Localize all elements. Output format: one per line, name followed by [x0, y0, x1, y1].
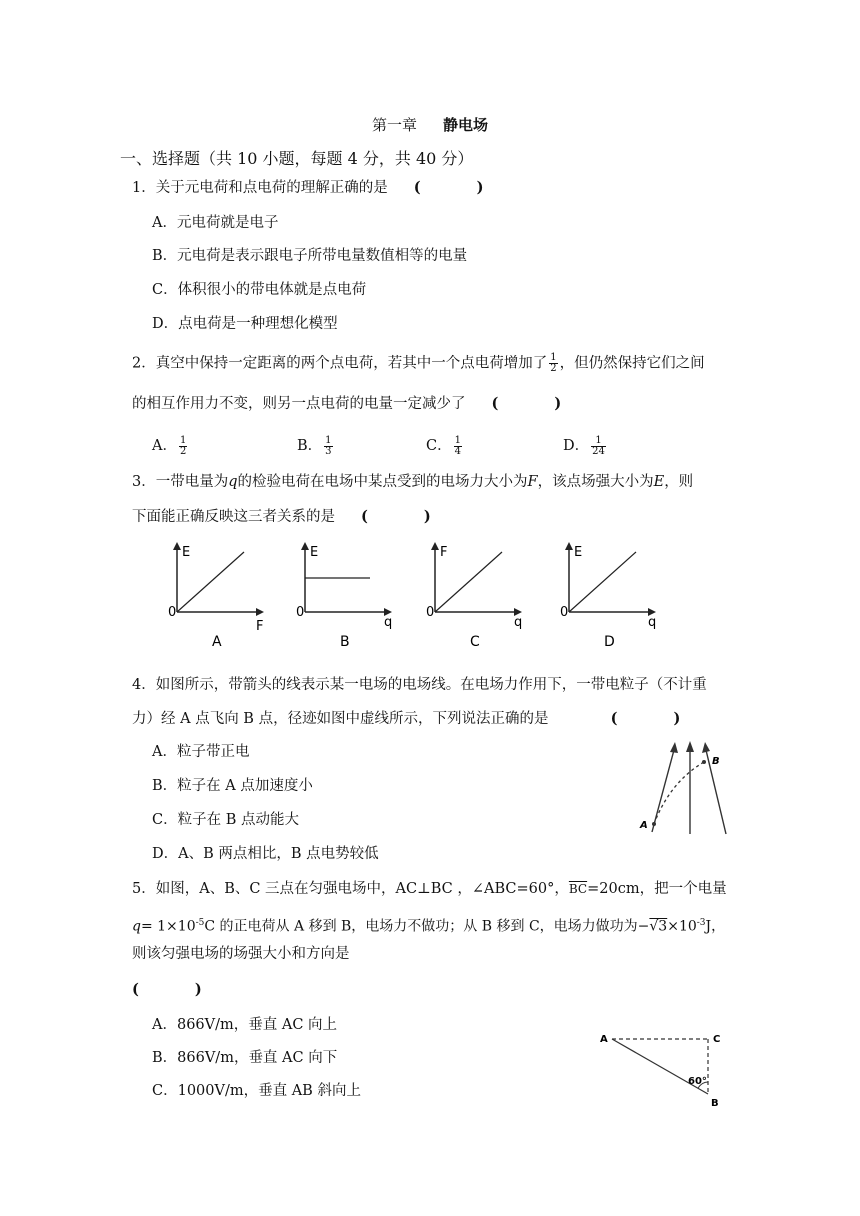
graph-a-label: A — [212, 634, 222, 650]
q1-option-c: C．体积很小的带电体就是点电荷 — [152, 282, 367, 298]
q2-option-d: D． $\frac{1}{24}$ — [563, 434, 605, 457]
q4-option-c: C．粒子在 B 点动能大 — [152, 812, 299, 828]
graph-a-x-label: F — [256, 619, 264, 634]
angle-label: 60° — [688, 1076, 707, 1087]
graph-c-y-label: F — [440, 545, 448, 560]
graph-c — [418, 540, 538, 655]
point-b-label: B — [712, 756, 720, 767]
field-lines-figure — [628, 738, 738, 838]
graph-b-x-label: q — [384, 615, 393, 630]
q4-option-a: A．粒子带正电 — [152, 744, 250, 760]
question-3-stem-line2: 下面能正确反映这三者关系的是 ( ) — [132, 508, 431, 525]
graph-c-label: C — [470, 634, 480, 650]
graph-d-x-label: q — [648, 615, 657, 630]
point-a-label: A — [640, 820, 648, 831]
vertex-c-label: C — [713, 1034, 721, 1045]
q5-option-b: B．866V/m，垂直 AC 向下 — [152, 1050, 338, 1066]
q4-option-d: D．A、B 两点相比，B 点电势较低 — [152, 846, 379, 862]
question-4-stem-line2: 力）经 A 点飞向 B 点，径迹如图中虚线所示，下列说法正确的是 ( ) — [132, 710, 681, 727]
graph-c-x-label: q — [514, 615, 523, 630]
graph-d — [552, 540, 672, 655]
graph-b — [288, 540, 408, 655]
fraction: $\frac{1}{2}$ — [550, 352, 557, 374]
segment-bc: $\overline{BC}$ — [568, 882, 588, 896]
section-heading: 一、选择题（共 10 小题，每题 4 分，共 40 分） — [120, 149, 474, 168]
vertex-a-label: A — [600, 1034, 608, 1045]
graph-a-y-label: E — [182, 545, 191, 560]
question-4-stem: 4．如图所示，带箭头的线表示某一电场的电场线。在电场力作用下，一带电粒子（不计重 — [132, 677, 707, 693]
triangle-figure — [594, 1026, 734, 1110]
q5-option-c: C．1000V/m，垂直 AB 斜向上 — [152, 1083, 361, 1099]
question-5-stem-line2: $q= 1\times 10^{-5}C$ 的正电荷从 A 移到 B，电场力不做功；从 B 移到 C，电场力做功为$-√3\times 10^{-3}J$， — [132, 918, 726, 935]
q2-option-b: B． $\frac{1}{3}$ — [297, 434, 332, 457]
graph-b-y-label: E — [310, 545, 319, 560]
graph-c-origin: 0 — [426, 605, 435, 620]
question-5-stem-line3: 则该匀强电场的场强大小和方向是 — [132, 946, 350, 962]
graph-b-origin: 0 — [296, 605, 305, 620]
question-1-stem: 1．关于元电荷和点电荷的理解正确的是 ( ) — [132, 179, 484, 196]
graph-b-label: B — [340, 634, 350, 650]
q4-option-b: B．粒子在 A 点加速度小 — [152, 778, 313, 794]
q1-option-d: D．点电荷是一种理想化模型 — [152, 316, 338, 332]
q2-option-a: A． $\frac{1}{2}$ — [152, 434, 187, 457]
question-3-stem: 3．一带电量为q的检验电荷在电场中某点受到的电场力大小为F，该点场强大小为E，则 — [132, 474, 694, 490]
q1-option-b: B．元电荷是表示跟电子所带电量数值相等的电量 — [152, 248, 468, 264]
question-5-answer-parens: ( ) — [132, 981, 202, 998]
chapter-name: 静电场 — [443, 116, 489, 134]
vertex-b-label: B — [711, 1098, 719, 1109]
graph-d-label: D — [604, 634, 615, 650]
q5-option-a: A．866V/m，垂直 AC 向上 — [152, 1017, 338, 1033]
chapter-title: 第一章 静电场 — [371, 116, 489, 134]
graph-d-origin: 0 — [560, 605, 569, 620]
graph-a — [160, 540, 280, 655]
q1-option-a: A．元电荷就是电子 — [152, 215, 279, 231]
graph-d-y-label: E — [574, 545, 583, 560]
question-2-stem: 2．真空中保持一定距离的两个点电荷，若其中一个点电荷增加了 $\frac{1}{2}$ ，但仍然保持它们之间 — [132, 352, 705, 374]
question-5-stem: 5．如图，A、B、C 三点在匀强电场中，AC⊥BC ，∠ABC=60°，$\overline{BC}=20cm$，把一个电量 — [132, 881, 727, 897]
q2-option-c: C． $\frac{1}{4}$ — [426, 434, 461, 457]
question-2-stem-line2: 的相互作用力不变，则另一点电荷的电量一定减少了 ( ) — [132, 395, 562, 412]
graph-a-origin: 0 — [168, 605, 177, 620]
